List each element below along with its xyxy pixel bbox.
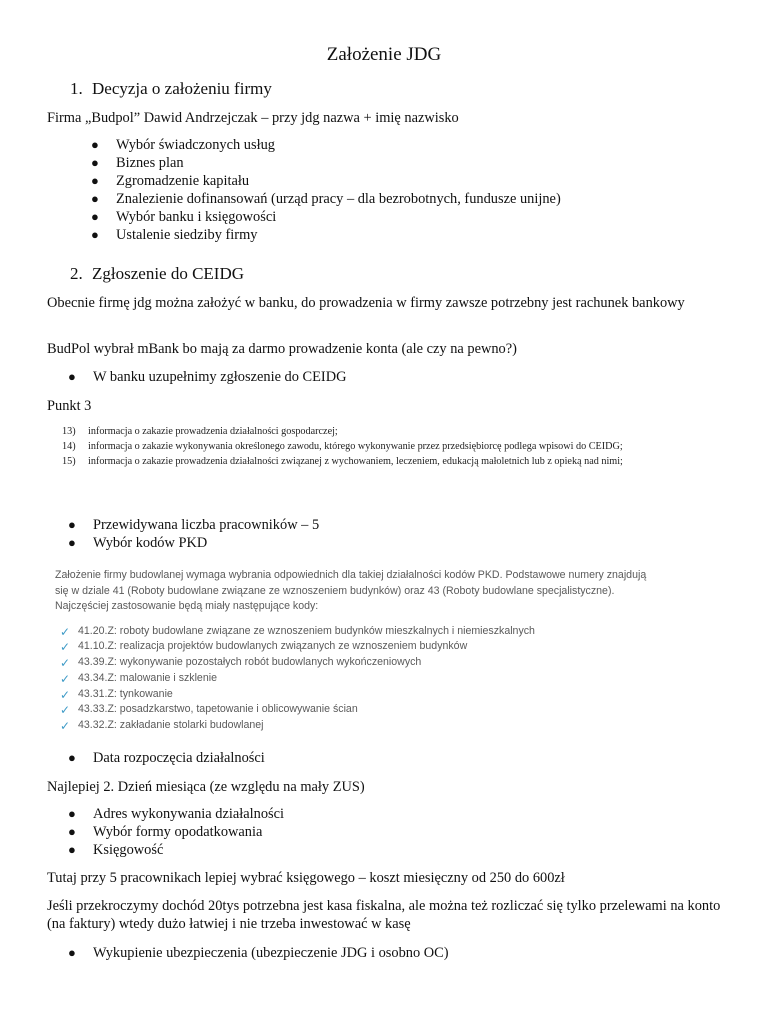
bullet-icon: ●: [91, 209, 99, 225]
legal-excerpt-image: [58, 426, 628, 502]
pkd-item: ✓ 43.33.Z: posadzkarstwo, tapetowanie i oblicowywanie ścian: [60, 703, 358, 718]
legal-item: 14) informacja o zakazie wykonywania określonego zawodu, którego wykonywanie przez przedsiębiorcę podlega wpisowi do CEIDG;: [62, 441, 623, 452]
list-item: ● Przewidywana liczba pracowników – 5: [68, 517, 320, 533]
bullet-icon: ●: [91, 191, 99, 207]
bullet-icon: ●: [68, 517, 76, 532]
list-item: ● Wybór kodów PKD: [68, 535, 208, 552]
check-icon: ✓: [60, 671, 71, 686]
legal-item: 13) informacja o zakazie prowadzenia działalności gospodarczej;: [62, 426, 338, 437]
paragraph: Jeśli przekroczymy dochód 20tys potrzebna jest kasa fiskalna, ale można też rozliczać się tylko przelewami na konto (na faktury) wtedy dużo łatwiej i nie trzeba inwestować w kasę: [47, 898, 721, 932]
check-icon: ✓: [60, 719, 71, 734]
bullet-icon: ●: [91, 227, 99, 243]
bullet-icon: ●: [68, 842, 76, 858]
bullet-icon: ●: [68, 535, 76, 551]
list-item: ● Zgromadzenie kapitału: [91, 173, 250, 190]
list-item: ● Ustalenie siedziby firmy: [91, 227, 258, 244]
list-item: ● Wykupienie ubezpieczenia (ubezpieczenie JDG i osobno OC): [68, 945, 449, 961]
section-1-heading: [70, 79, 272, 99]
page-title: Założenie JDG: [326, 44, 442, 65]
pkd-item: ✓ 43.39.Z: wykonywanie pozostałych robót budowlanych wykończeniowych: [60, 656, 422, 671]
bullet-list: [68, 516, 320, 552]
bullet-icon: ●: [68, 750, 76, 765]
section-title: Decyzja o założeniu firmy: [92, 79, 272, 98]
check-icon: ✓: [60, 624, 71, 639]
list-item: ● Wybór banku i księgowości: [91, 209, 277, 226]
check-icon: ✓: [60, 656, 71, 671]
pkd-item: ✓ 43.31.Z: tynkowanie: [60, 687, 173, 702]
list-item: ● W banku uzupełnimy zgłoszenie do CEIDG: [68, 369, 347, 385]
list-item: ● Data rozpoczęcia działalności: [68, 750, 265, 766]
list-item: ● Wybór formy opodatkowania: [68, 824, 263, 841]
paragraph: Punkt 3: [47, 398, 92, 414]
bullet-icon: ●: [91, 173, 99, 189]
section-number: 2.: [70, 264, 83, 283]
bullet-icon: ●: [91, 155, 99, 171]
list-item: ● Biznes plan: [91, 155, 184, 172]
list-item: ● Księgowość: [68, 842, 164, 859]
paragraph: Najlepiej 2. Dzień miesiąca (ze względu na mały ZUS): [47, 779, 365, 795]
bullet-list: [68, 368, 347, 386]
check-icon: ✓: [60, 640, 71, 655]
bullet-list: [68, 805, 285, 859]
pkd-item: ✓ 43.34.Z: malowanie i szklenie: [60, 671, 217, 686]
list-item: ● Wybór świadczonych usług: [91, 137, 275, 153]
paragraph: BudPol wybrał mBank bo mają za darmo prowadzenie konta (ale czy na pewno?): [47, 341, 517, 357]
pkd-intro: Założenie firmy budowlanej wymaga wybrania odpowiednich dla takiej działalności kodów PKD. Podstawowe numery znajdują się w dziale 41 (Roboty budowlane związane ze wznoszeniem budynków) oraz 43 (Roboty budowlane specjalistyczne). Najczęściej zastosowanie będą miały następujące kody:: [55, 569, 647, 612]
pkd-item: ✓ 43.32.Z: zakładanie stolarki budowlanej: [60, 719, 264, 734]
paragraph: Obecnie firmę jdg można założyć w banku, do prowadzenia w firmy zawsze potrzebny jest rachunek bankowy: [47, 295, 685, 311]
pkd-item: ✓ 41.10.Z: realizacja projektów budowlanych związanych ze wznoszeniem budynków: [60, 640, 468, 655]
pkd-item: ✓ 41.20.Z: roboty budowlane związane ze wznoszeniem budynków mieszkalnych i niemieszkalnych: [60, 624, 535, 639]
paragraph: Tutaj przy 5 pracownikach lepiej wybrać księgowego – koszt miesięczny od 250 do 600zł: [47, 870, 565, 886]
bullet-icon: ●: [68, 824, 76, 840]
bullet-icon: ●: [68, 945, 76, 960]
pkd-codes-image: [52, 568, 692, 740]
paragraph: Firma „Budpol” Dawid Andrzejczak – przy jdg nazwa + imię nazwisko: [47, 110, 459, 126]
bullet-icon: ●: [91, 137, 99, 152]
bullet-list: [91, 136, 561, 245]
section-title: Zgłoszenie do CEIDG: [92, 264, 245, 283]
section-number: 1.: [70, 79, 83, 98]
bullet-icon: ●: [68, 806, 76, 821]
bullet-list: [68, 749, 265, 767]
section-2-heading: [70, 264, 244, 284]
list-item: ● Adres wykonywania działalności: [68, 806, 285, 822]
check-icon: ✓: [60, 703, 71, 718]
bullet-list: [68, 944, 449, 962]
legal-item: 15) informacja o zakazie prowadzenia działalności związanej z wychowaniem, leczeniem, edukacją małoletnich lub z opieką nad nimi;: [62, 456, 623, 467]
bullet-icon: ●: [68, 369, 76, 384]
check-icon: ✓: [60, 687, 71, 702]
list-item: ● Znalezienie dofinansowań (urząd pracy – dla bezrobotnych, fundusze unijne): [91, 191, 561, 208]
